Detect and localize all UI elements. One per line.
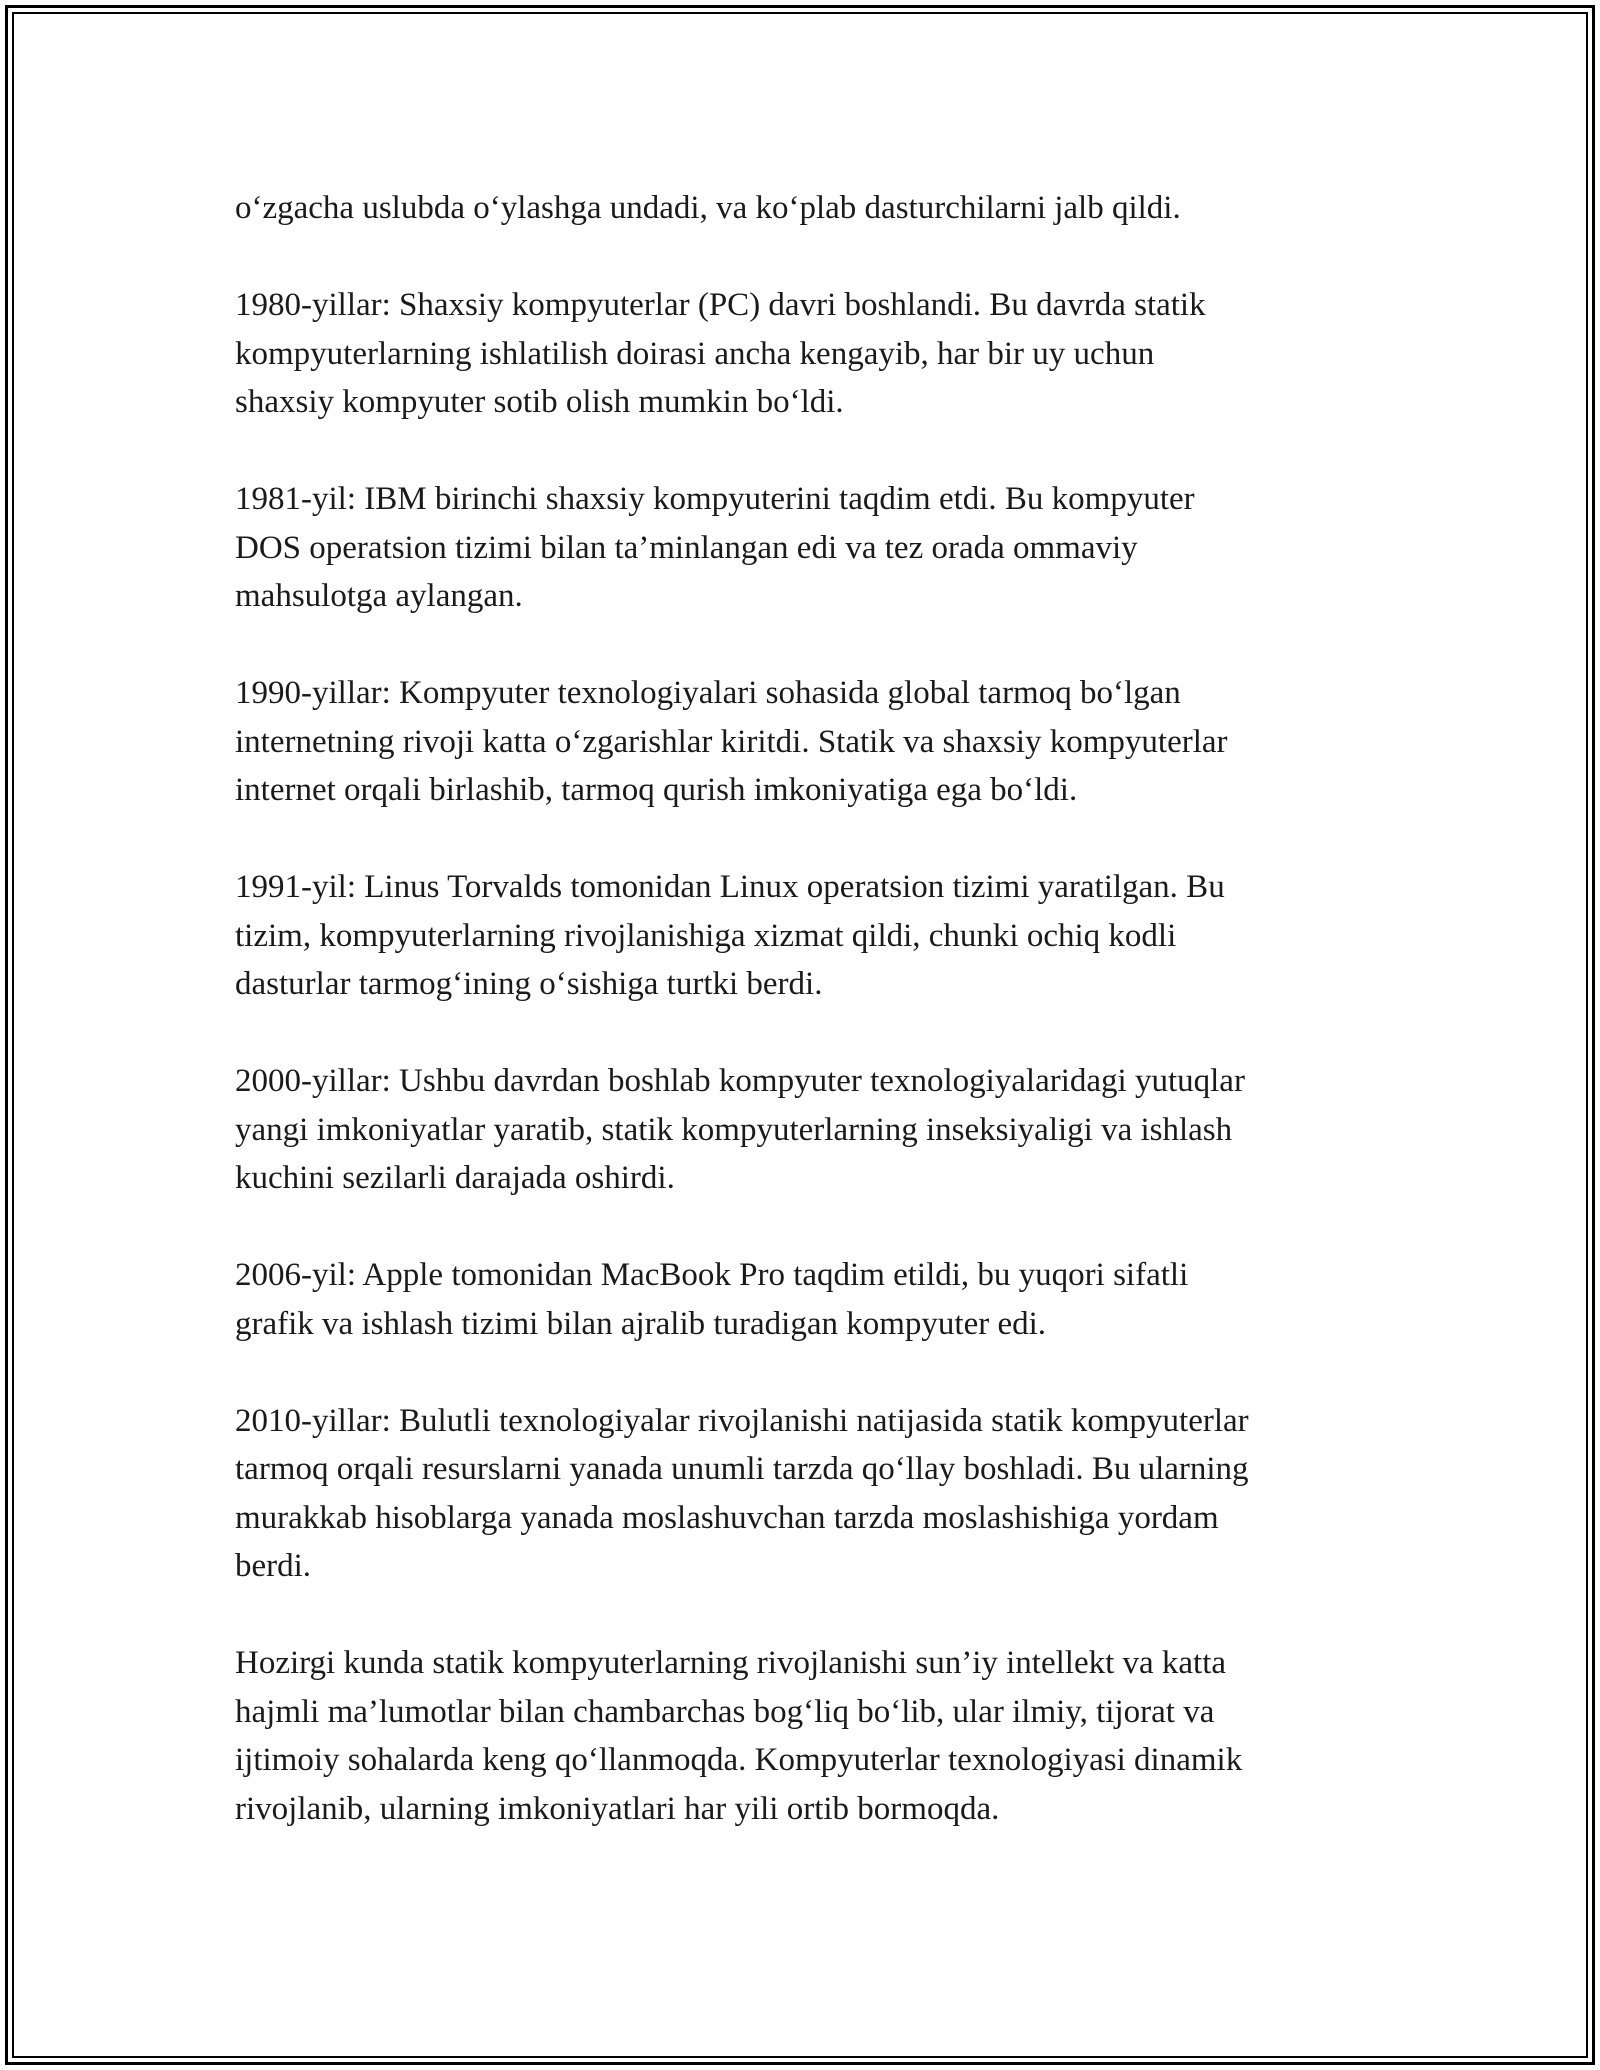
paragraph-1981: 1981-yil: IBM birinchi shaxsiy kompyuterini taqdim etdi. Bu kompyuter DOS operatsion tizimi bilan ta’minlangan edi va tez orada ommaviy mahsulotga aylangan. [235,481,1195,614]
paragraph-1991: 1991-yil: Linus Torvalds tomonidan Linux operatsion tizimi yaratilgan. Bu tizim, kompyuterlarning rivojlanishiga xizmat qildi, chunki ochiq kodli dasturlar tarmog‘ining o‘sishiga turtki berdi. [235,869,1225,1002]
paragraph-2000s: 2000-yillar: Ushbu davrdan boshlab kompyuter texnologiyalaridagi yutuqlar yangi imkoniyatlar yaratib, statik kompyuterlarning inseksiyaligi va ishlash kuchini sezilarli darajada oshirdi. [235,1063,1245,1196]
paragraph-1990s: 1990-yillar: Kompyuter texnologiyalari sohasida global tarmoq bo‘lgan internetning rivoji katta o‘zgarishlar kiritdi. Statik va shaxsiy kompyuterlar internet orqali birlashib, tarmoq qurish imkoniyatiga ega bo‘ldi. [235,675,1228,808]
paragraph-continuation: o‘zgacha uslubda o‘ylashga undadi, va ko‘plab dasturchilarni jalb qildi. [235,190,1181,226]
document-body [235,184,1385,1882]
paragraph-1980s: 1980-yillar: Shaxsiy kompyuterlar (PC) davri boshlandi. Bu davrda statik kompyuterlarning ishlatilish doirasi ancha kengayib, har bir uy uchun shaxsiy kompyuter sotib olish mumkin bo‘ldi. [235,287,1206,420]
paragraph-2006: 2006-yil: Apple tomonidan MacBook Pro taqdim etildi, bu yuqori sifatli grafik va ishlash tizimi bilan ajralib turadigan kompyuter edi. [235,1257,1189,1342]
paragraph-present-day: Hozirgi kunda statik kompyuterlarning rivojlanishi sun’iy intellekt va katta hajmli ma’lumotlar bilan chambarchas bog‘liq bo‘lib, ular ilmiy, tijorat va ijtimoiy sohalarda keng qo‘llanmoqda. Kompyuterlar texnologiyasi dinamik rivojlanib, ularning imkoniyatlari har yili ortib bormoqda. [235,1645,1243,1827]
paragraph-2010s: 2010-yillar: Bulutli texnologiyalar rivojlanishi natijasida statik kompyuterlar tarmoq orqali resurslarni yanada unumli tarzda qo‘llay boshladi. Bu ularning murakkab hisoblarga yanada moslashuvchan tarzda moslashishiga yordam berdi. [235,1402,1249,1584]
